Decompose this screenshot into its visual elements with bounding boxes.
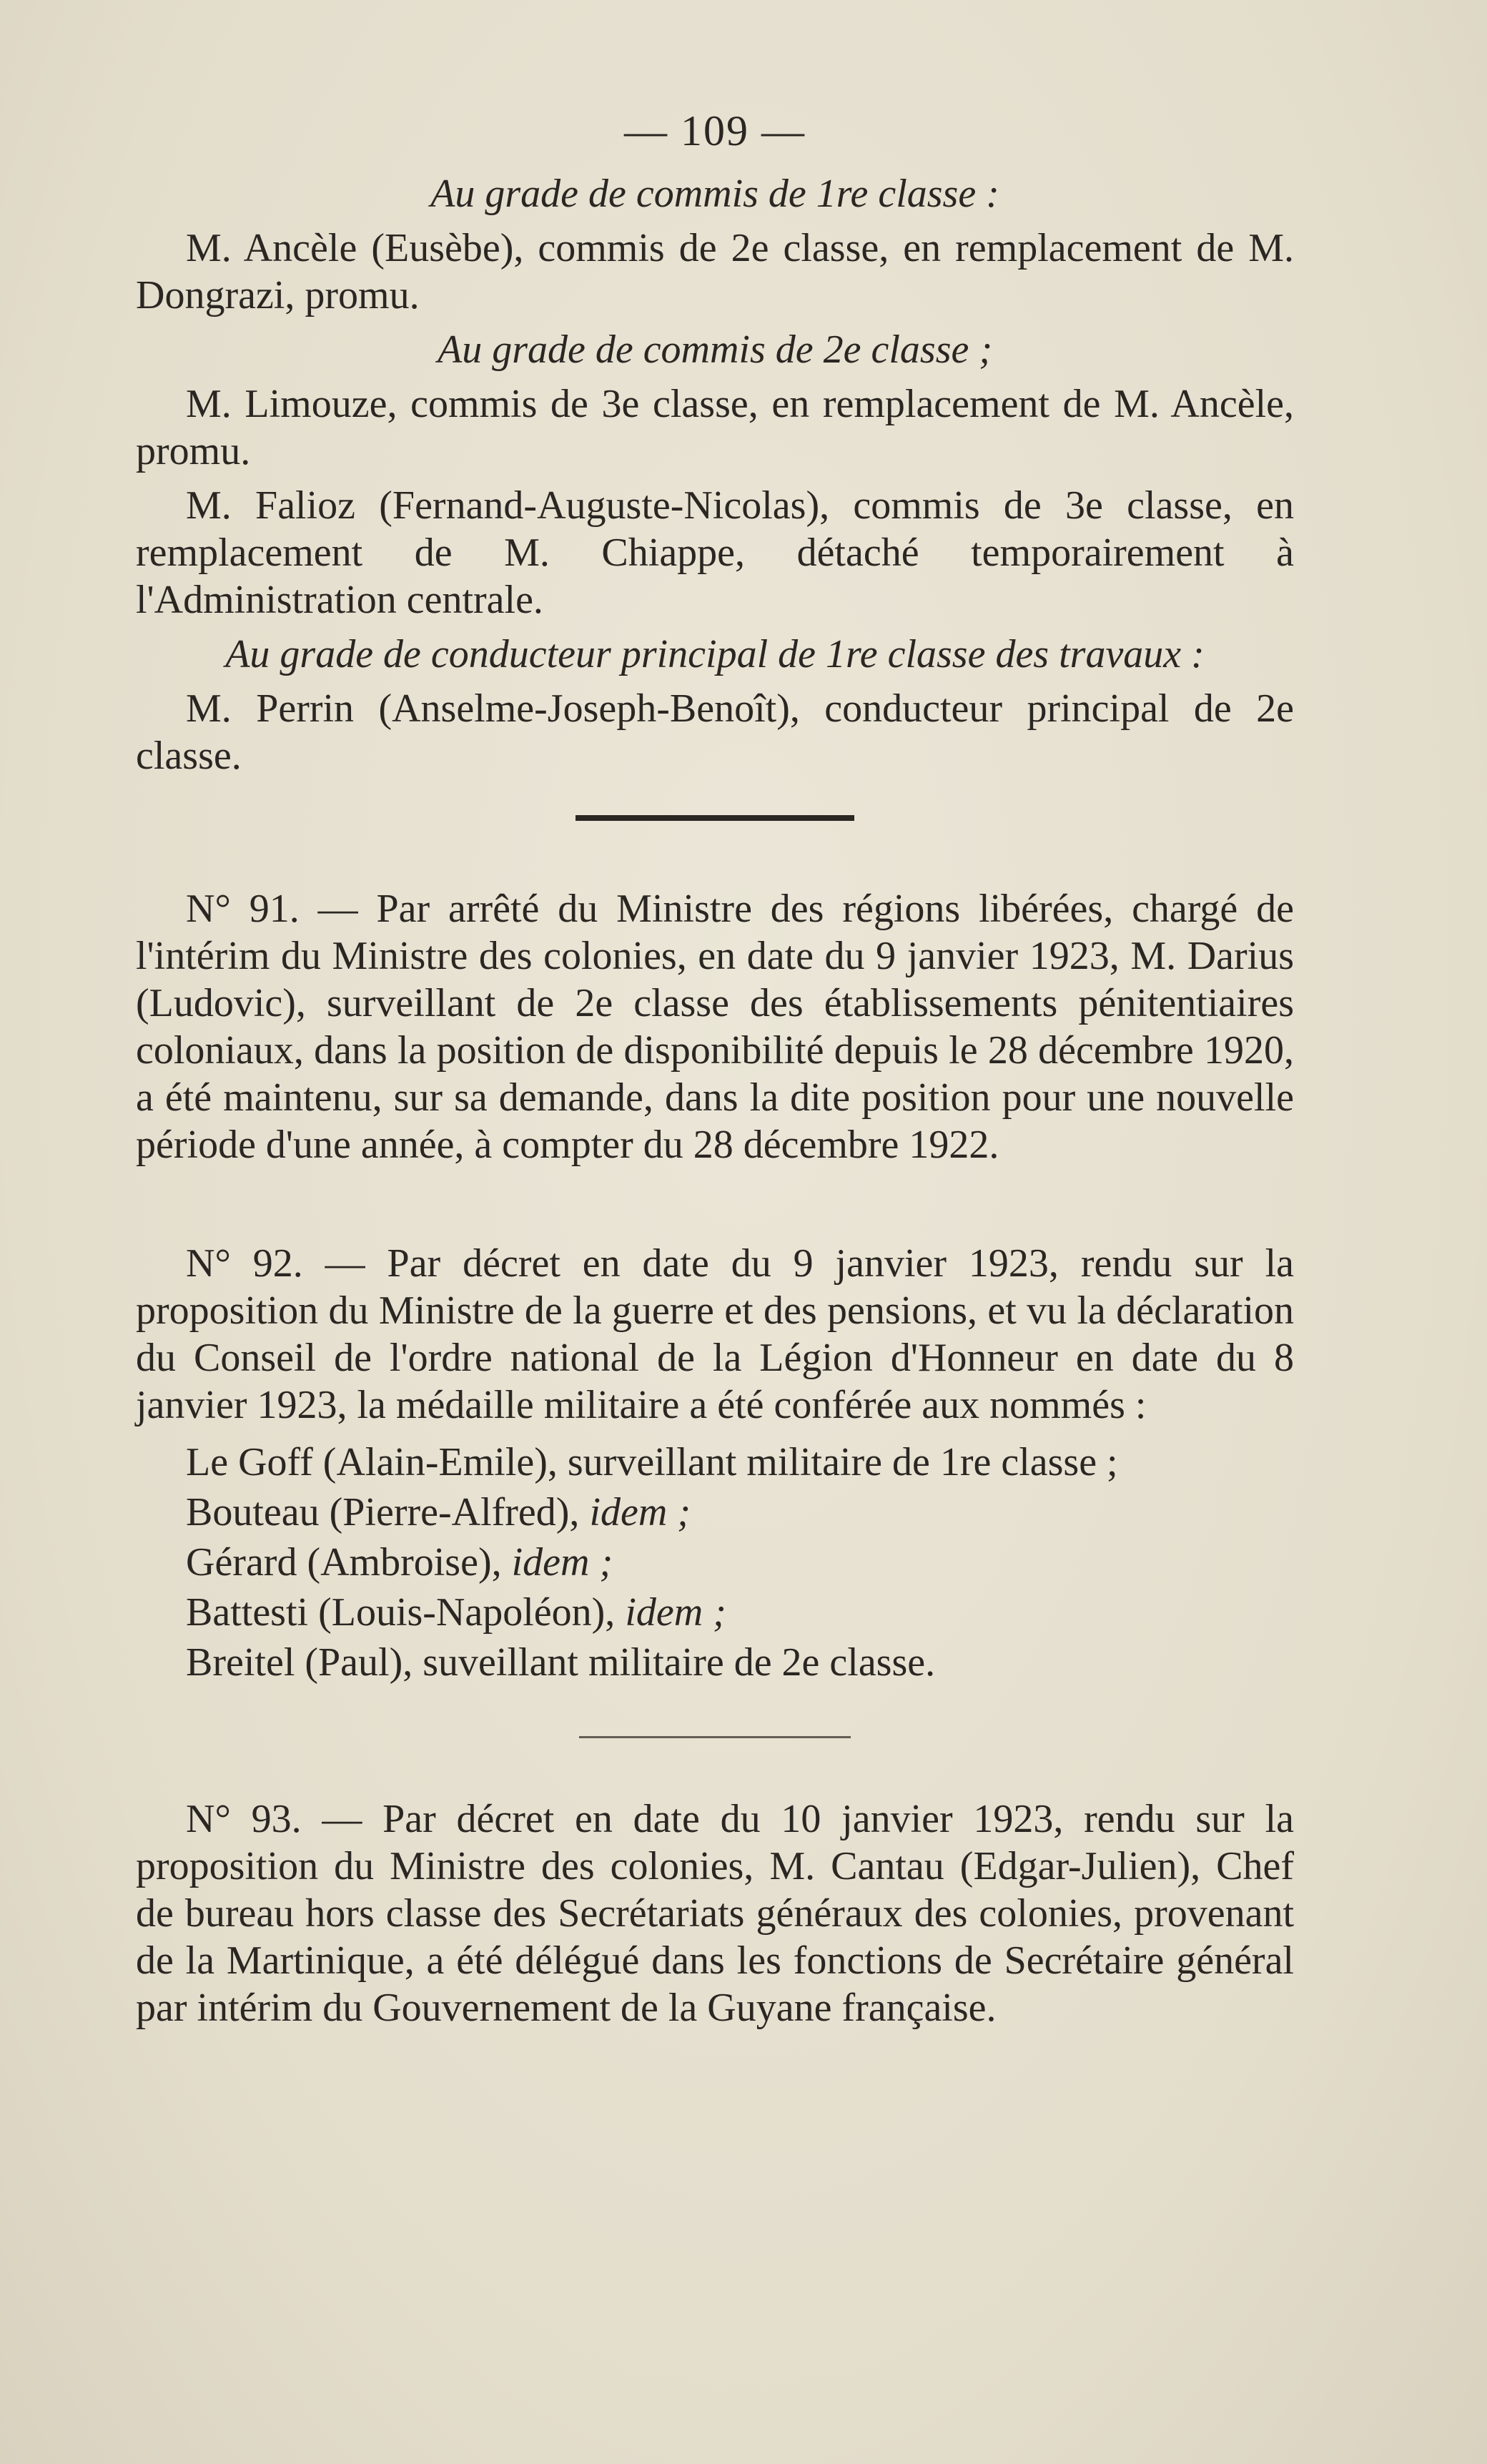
section-divider bbox=[575, 815, 854, 821]
paragraph-perrin: M. Perrin (Anselme-Joseph-Benoît), conducteur principal de 2e classe. bbox=[136, 686, 1294, 778]
page-number: — 109 — bbox=[624, 107, 806, 154]
list-item: Gérard (Ambroise), idem ; bbox=[186, 1540, 613, 1585]
paragraph-ancele: M. Ancèle (Eusèbe), commis de 2e classe, en remplacement de M. Dongrazi, promu. bbox=[136, 226, 1294, 317]
list-item: Le Goff (Alain-Emile), surveillant militaire de 1re classe ; bbox=[186, 1440, 1118, 1484]
paragraph-falioz: M. Falioz (Fernand-Auguste-Nicolas), commis de 3e classe, en remplacement de M. Chiappe, détaché temporairement à l'Administration centrale. bbox=[136, 483, 1294, 622]
medal-recipients-list bbox=[136, 1439, 1294, 1686]
heading-commis-1re-classe: Au grade de commis de 1re classe : bbox=[430, 172, 999, 216]
heading-commis-2e-classe: Au grade de commis de 2e classe ; bbox=[437, 327, 992, 372]
notice-91: N° 91. — Par arrêté du Ministre des régions libérées, chargé de l'intérim du Ministre des colonies, en date du 9 janvier 1923, M. Darius (Ludovic), surveillant de 2e classe des établissements pénitentiaires coloniaux, dans la position de disponibilité depuis le 28 décembre 1920, a été maintenu, sur sa demande, dans la dite position pour une nouvelle période d'une année, à compter du 28 décembre 1922. bbox=[136, 887, 1294, 1167]
page-text bbox=[136, 107, 1294, 2103]
section-divider-thin bbox=[579, 1736, 851, 1738]
heading-conducteur-principal: Au grade de conducteur principal de 1re classe des travaux : bbox=[225, 632, 1205, 676]
list-item: Battesti (Louis-Napoléon), idem ; bbox=[186, 1590, 726, 1635]
notice-92 bbox=[136, 1240, 1294, 1686]
list-item: Breitel (Paul), suveillant militaire de 2e classe. bbox=[186, 1640, 936, 1685]
paragraph-limouze: M. Limouze, commis de 3e classe, en remplacement de M. Ancèle, promu. bbox=[136, 382, 1294, 473]
list-item: Bouteau (Pierre-Alfred), idem ; bbox=[186, 1490, 691, 1534]
notice-93: N° 93. — Par décret en date du 10 janvier 1923, rendu sur la proposition du Ministre des colonies, M. Cantau (Edgar-Julien), Chef de bureau hors classe des Secrétariats généraux des colonies, provenant de la Martinique, a été délégué dans les fonctions de Secrétaire général par intérim du Gouvernement de la Guyane française. bbox=[136, 1797, 1294, 2030]
notice-92-text: N° 92. — Par décret en date du 9 janvier 1923, rendu sur la proposition du Ministre de la guerre et des pensions, et vu la déclaration du Conseil de l'ordre national de la Légion d'Honneur en date du 8 janvier 1923, la médaille militaire a été conférée aux nommés : bbox=[136, 1241, 1294, 1427]
